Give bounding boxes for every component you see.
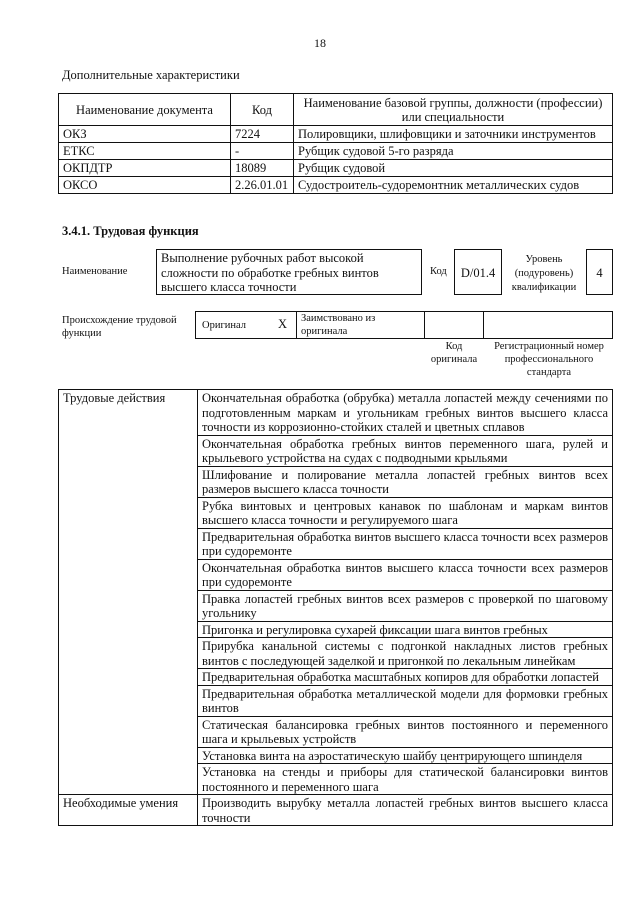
cell-code: 7224 [231,126,294,143]
original-cell [195,311,297,339]
action-item: Правка лопастей гребных винтов всех размеров с проверкой по шаговому угольнику [198,590,613,621]
original-label: Оригинал [202,320,246,331]
cell-code: 2.26.01.01 [231,177,294,194]
action-item: Пригонка и регулировка сухарей фиксации шага винтов гребных [198,621,613,638]
table-row [59,160,613,177]
original-code-caption: Код оригинала [430,341,478,365]
action-item: Предварительная обработка масштабных копиров для обработки лопастей [198,669,613,686]
action-item: Шлифование и полирование металла лопастей гребных винтов всех размеров высшего класса точности [198,466,613,497]
cell-code: 18089 [231,160,294,177]
header-code: Код [231,94,294,126]
cell-document: ЕТКС [59,143,231,160]
action-item: Прирубка канальной системы с подгонкой накладных листов гребных винтов с последующей заделкой и пригонкой по лекальным линейкам [198,638,613,669]
table-row [59,126,613,143]
cell-group: Полировщики, шлифовщики и заточники инструментов [294,126,613,143]
table-row [59,143,613,160]
table-row [59,177,613,194]
reg-number-caption: Регистрационный номер профессионального стандарта [494,341,604,378]
action-item: Предварительная обработка винтов высшего класса точности всех размеров при судоремонте [198,528,613,559]
actions-label: Трудовые действия [59,390,198,795]
cell-group: Судостроитель-судоремонтник металлических судов [294,177,613,194]
table-row [59,390,613,436]
cell-group: Рубщик судовой 5-го разряда [294,143,613,160]
table-row [59,795,613,826]
action-item: Статическая балансировка гребных винтов постоянного и переменного шага и крыльевых устройств [198,716,613,747]
action-item: Установка винта на аэростатическую шайбу центрирующего шпинделя [198,747,613,764]
level-label: Уровень (подуровень) квалификации [511,254,577,293]
skills-label: Необходимые умения [59,795,198,826]
additional-characteristics-table [58,93,613,194]
cell-document: ОКПДТР [59,160,231,177]
table-header-row [59,94,613,126]
function-code-value: D/01.4 [454,249,502,295]
cell-code: - [231,143,294,160]
action-item: Окончательная обработка (обрубка) металла лопастей между сечениями по подготовленным маркам и угольникам гребных винтов высшего класса точности из коррозионно-стойких сталей и цветных сплавов [198,390,613,436]
cell-document: ОКЗ [59,126,231,143]
origin-label: Происхождение трудовой функции [62,315,177,339]
header-document: Наименование документа [59,94,231,126]
cell-group: Рубщик судовой [294,160,613,177]
action-item: Окончательная обработка гребных винтов переменного шага, рулей и крыльевого устройства на судах с подводными крыльями [198,435,613,466]
original-mark: X [278,317,288,331]
action-item: Предварительная обработка металлической модели для формовки гребных винтов [198,685,613,716]
action-item: Установка на стенды и приборы для статической балансировки винтов постоянного и переменного шага [198,764,613,795]
name-label: Наименование [62,266,128,277]
cell-document: ОКСО [59,177,231,194]
skill-item: Производить вырубку металла лопастей гребных винтов высшего класса точности [198,795,613,826]
code-label: Код [430,266,447,277]
additional-heading: Дополнительные характеристики [62,68,240,82]
reg-number-cell [483,311,613,339]
labour-actions-table [58,389,613,826]
function-heading: 3.4.1. Трудовая функция [62,224,199,238]
action-item: Окончательная обработка винтов высшего класса точности всех размеров при судоремонте [198,559,613,590]
page-number: 18 [314,36,326,50]
original-code-cell [424,311,484,339]
action-item: Рубка винтовых и центровых канавок по шаблонам и маркам винтов высшего класса точности и регулируемого шага [198,497,613,528]
level-value: 4 [586,249,613,295]
function-name-value: Выполнение рубочных работ высокой сложности по обработке гребных винтов высшего класса точности [156,249,422,295]
borrowed-cell: Заимствовано из оригинала [296,311,425,339]
header-group: Наименование базовой группы, должности (профессии) или специальности [294,94,613,126]
